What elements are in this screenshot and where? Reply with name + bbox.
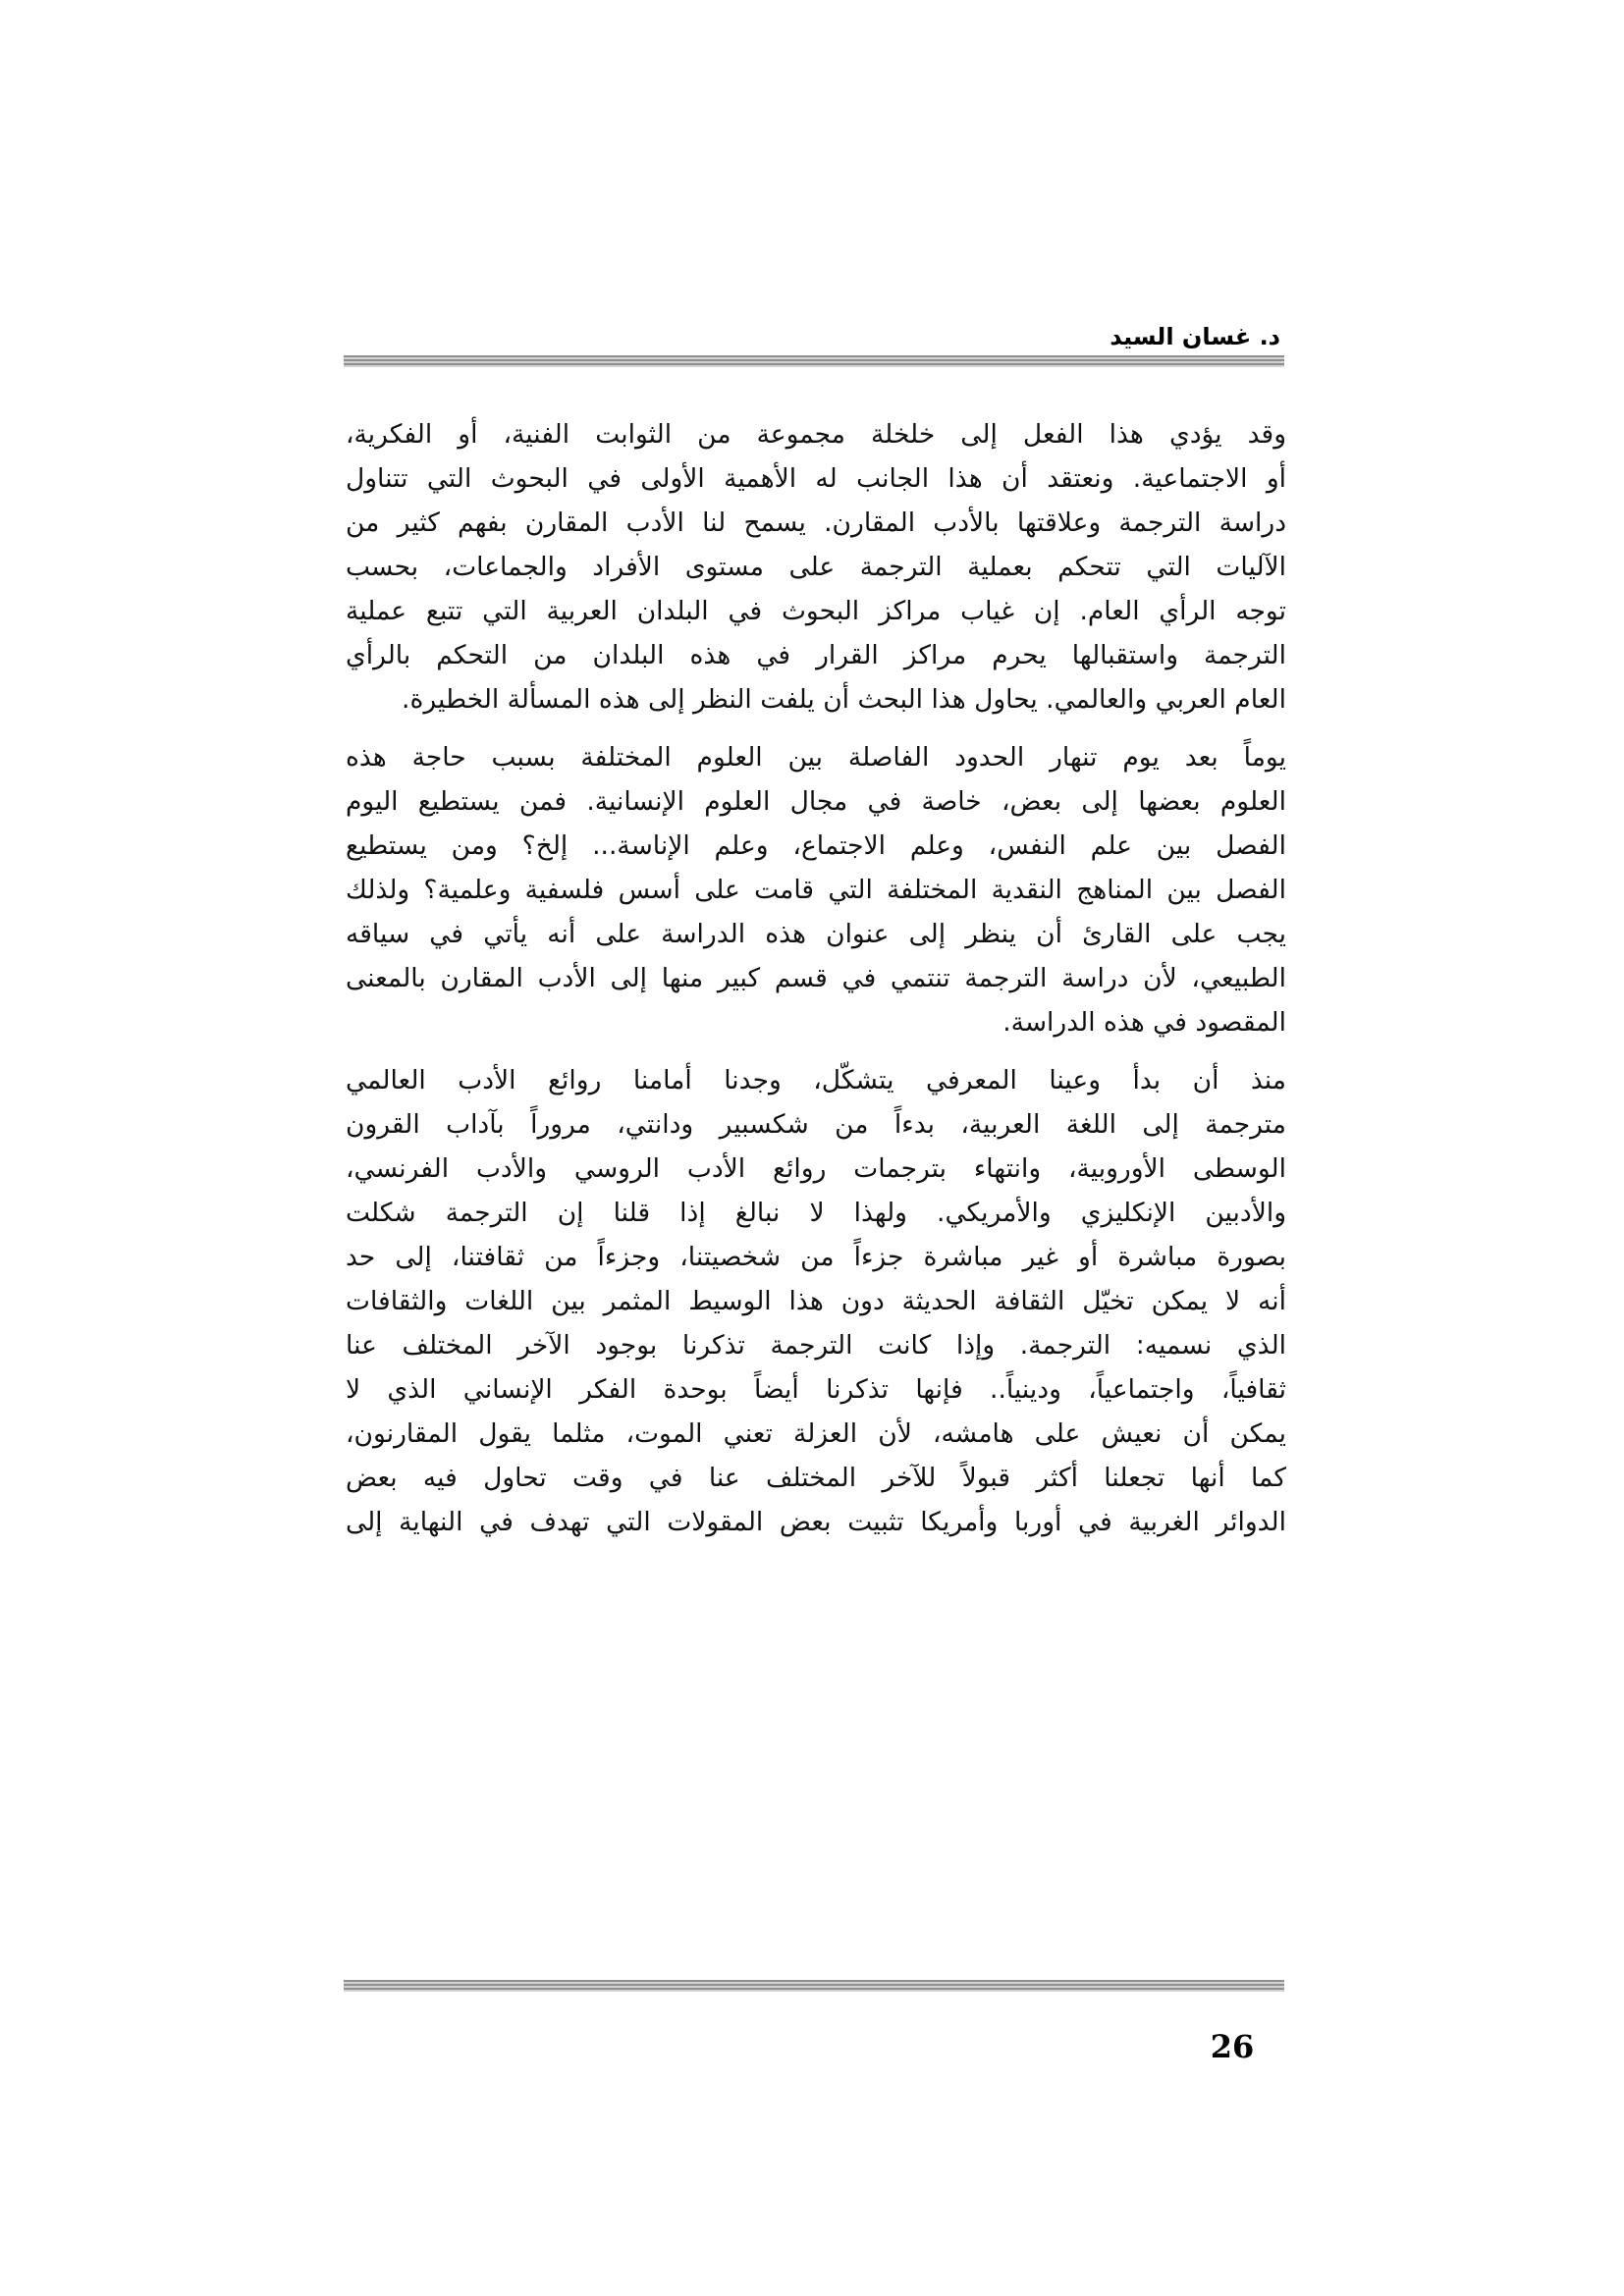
text-line: كما أنها تجعلنا أكثر قبولاً للآخر المختلف عنا في وقت تحاول فيه بعض xyxy=(346,1463,1286,1493)
text-line: الذي نسميه: الترجمة. وإذا كانت الترجمة تذكرنا بوجود الآخر المختلف عنا xyxy=(346,1330,1286,1361)
footer-rule xyxy=(344,1980,1284,1992)
text-line: الفصل بين المناهج النقدية المختلفة التي قامت على أسس فلسفية وعلمية؟ ولذلك xyxy=(346,875,1286,905)
paragraph-gap xyxy=(346,721,1286,735)
text-line: العلوم بعضها إلى بعض، خاصة في مجال العلوم الإنسانية. فمن يستطيع اليوم xyxy=(346,786,1286,817)
text-line: الدوائر الغربية في أوربا وأمريكا تثبيت بعض المقولات التي تهدف في النهاية إلى xyxy=(346,1507,1286,1537)
text-line: والأدبين الإنكليزي والأمريكي. ولهذا لا نبالغ إذا قلنا إن الترجمة شكلت xyxy=(346,1198,1286,1228)
header-rule xyxy=(344,355,1284,367)
text-line: منذ أن بدأ وعينا المعرفي يتشكّل، وجدنا أمامنا روائع الأدب العالمي xyxy=(346,1065,1286,1095)
page-number: 26 xyxy=(1210,2028,1255,2065)
text-line: المقصود في هذه الدراسة. xyxy=(1002,1007,1286,1038)
text-line: بصورة مباشرة أو غير مباشرة جزءاً من شخصيتنا، وجزءاً من ثقافتنا، إلى حد xyxy=(346,1242,1286,1272)
text-line: الآليات التي تتحكم بعملية الترجمة على مستوى الأفراد والجماعات، بحسب xyxy=(346,552,1286,582)
text-line: دراسة الترجمة وعلاقتها بالأدب المقارن. يسمح لنا الأدب المقارن بفهم كثير من xyxy=(346,507,1286,538)
text-line: العام العربي والعالمي. يحاول هذا البحث أن يلفت النظر إلى هذه المسألة الخطيرة. xyxy=(402,684,1286,715)
text-line: الفصل بين علم النفس، وعلم الاجتماع، وعلم الإناسة... إلخ؟ ومن يستطيع xyxy=(346,830,1286,861)
text-line: أنه لا يمكن تخيّل الثقافة الحديثة دون هذا الوسيط المثمر بين اللغات والثقافات xyxy=(346,1286,1286,1316)
text-line: ثقافياً، واجتماعياً، ودينياً.. فإنها تذكرنا أيضاً بوحدة الفكر الإنساني الذي لا xyxy=(346,1374,1286,1405)
body-text xyxy=(346,412,1286,1544)
running-header-author: د. غسان السيد xyxy=(1110,323,1280,350)
text-line: أو الاجتماعية. ونعتقد أن هذا الجانب له الأهمية الأولى في البحوث التي تتناول xyxy=(346,463,1286,494)
text-line: يمكن أن نعيش على هامشه، لأن العزلة تعني الموت، مثلما يقول المقارنون، xyxy=(346,1418,1286,1449)
text-line: مترجمة إلى اللغة العربية، بدءاً من شكسبير ودانتي، مروراً بآداب القرون xyxy=(346,1109,1286,1140)
paragraph-gap xyxy=(346,1044,1286,1058)
text-line: الوسطى الأوروبية، وانتهاء بترجمات روائع الأدب الروسي والأدب الفرنسي، xyxy=(346,1153,1286,1184)
text-line: الترجمة واستقبالها يحرم مراكز القرار في هذه البلدان من التحكم بالرأي xyxy=(346,640,1286,670)
text-line: يجب على القارئ أن ينظر إلى عنوان هذه الدراسة على أنه يأتي في سياقه xyxy=(346,919,1286,949)
text-line: الطبيعي، لأن دراسة الترجمة تنتمي في قسم كبير منها إلى الأدب المقارن بالمعنى xyxy=(346,963,1286,993)
text-line: وقد يؤدي هذا الفعل إلى خلخلة مجموعة من الثوابت الفنية، أو الفكرية، xyxy=(346,419,1286,450)
text-line: توجه الرأي العام. إن غياب مراكز البحوث في البلدان العربية التي تتبع عملية xyxy=(346,596,1286,626)
text-line: يوماً بعد يوم تنهار الحدود الفاصلة بين العلوم المختلفة بسبب حاجة هذه xyxy=(346,742,1286,773)
